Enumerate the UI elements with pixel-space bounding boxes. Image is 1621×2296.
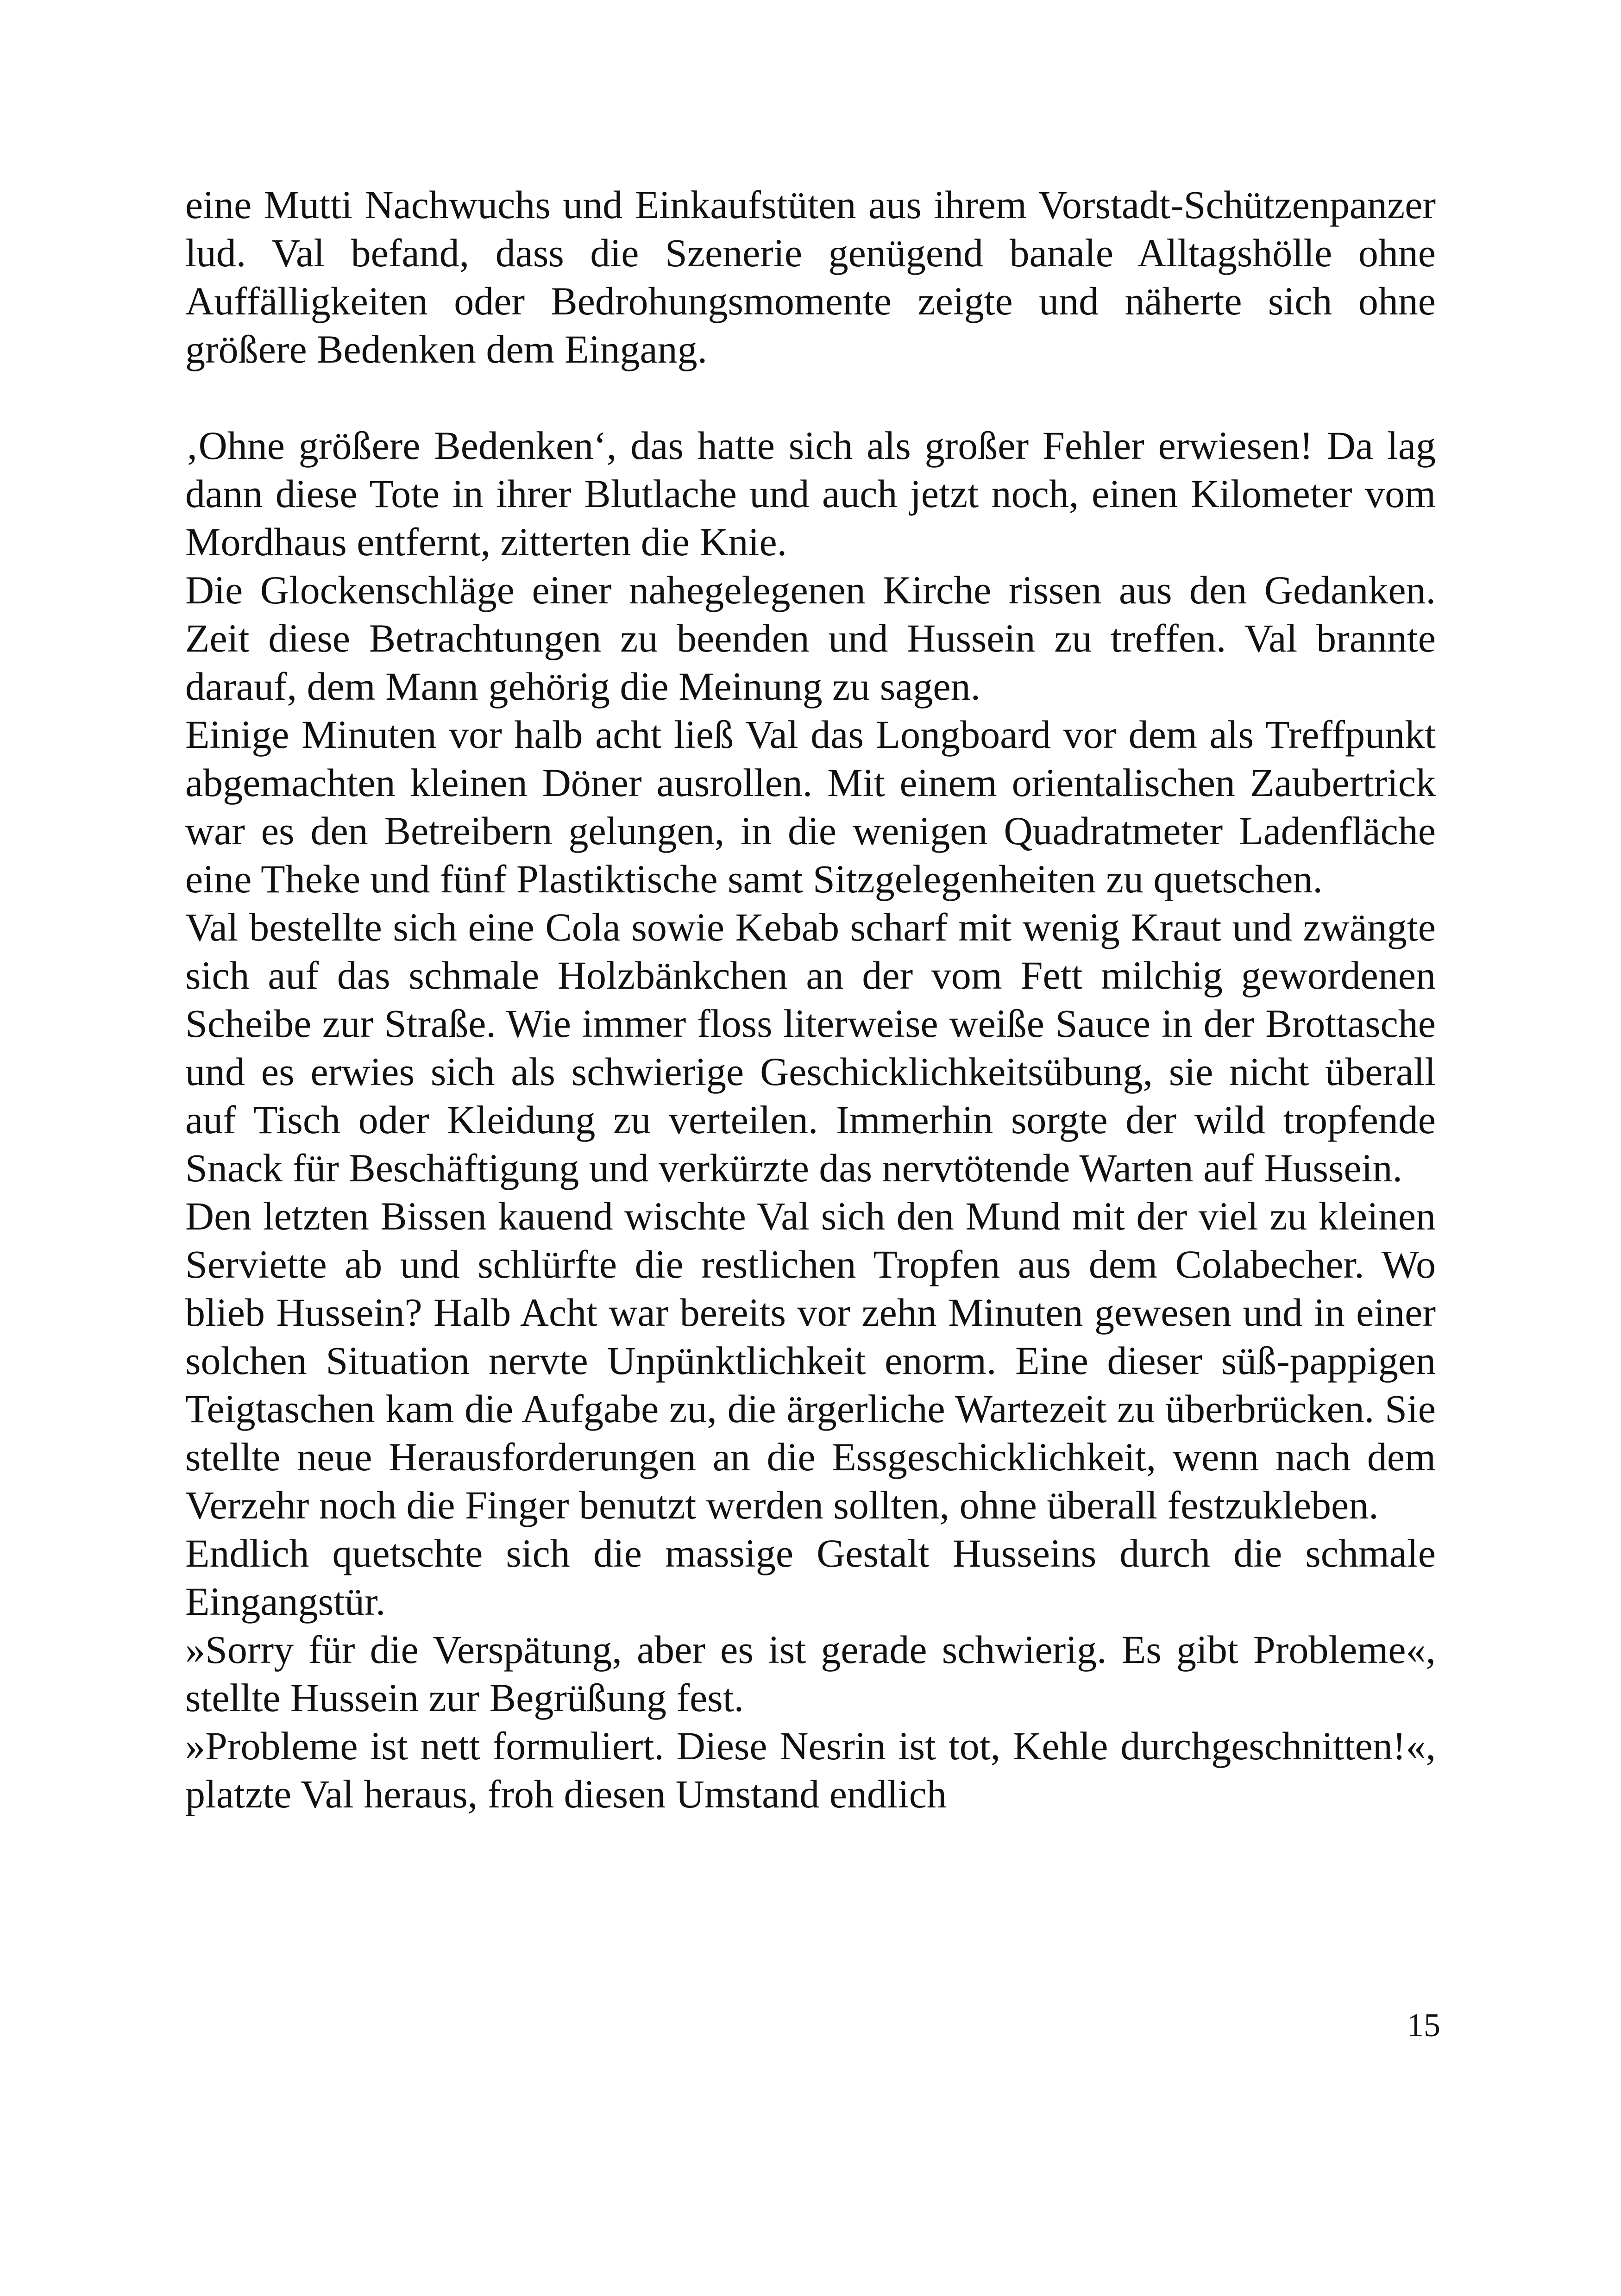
paragraph: Endlich quetschte sich die massige Gestalt Husseins durch die schmale Eingangstür. [185,1531,1436,1624]
body-text [185,181,1436,1818]
paragraph: Die Glockenschläge einer nahegelegenen Kirche rissen aus den Gedanken. Zeit diese Betrachtungen zu beenden und Hussein zu treffen. Val brannte darauf, dem Mann gehörig die Meinung zu sagen. [185,568,1436,709]
page-number: 15 [1407,2007,1440,2044]
paragraph: eine Mutti Nachwuchs und Einkaufstüten aus ihrem Vorstadt-Schützenpanzer lud. Val befand, dass die Szenerie genügend banale Alltagshölle ohne Auffälligkeiten oder Bedrohungsmomente zeigte und näherte sich ohne größere Bedenken dem Eingang. [185,182,1436,371]
paragraph: »Probleme ist nett formuliert. Diese Nesrin ist tot, Kehle durchgeschnitten!«, platzte Val heraus, froh diesen Umstand endlich [185,1724,1436,1816]
paragraph: Val bestellte sich eine Cola sowie Kebab scharf mit wenig Kraut und zwängte sich auf das schmale Holzbänkchen an der vom Fett milchig gewordenen Scheibe zur Straße. Wie immer floss literweise weiße Sauce in der Brottasche und es erwies sich als schwierige Geschicklichkeitsübung, sie nicht überall auf Tisch oder Kleidung zu verteilen. Immerhin sorgte der wild tropfende Snack für Beschäftigung und verkürzte das nervtötende Warten auf Hussein. [185,905,1436,1190]
paragraph: ‚Ohne größere Bedenken‘, das hatte sich als großer Fehler erwiesen! Da lag dann diese Tote in ihrer Blutlache und auch jetzt noch, einen Kilometer vom Mordhaus entfernt, zitterten die Knie. [185,423,1436,564]
paragraph: »Sorry für die Verspätung, aber es ist gerade schwierig. Es gibt Probleme«, stellte Hussein zur Begrüßung fest. [185,1627,1436,1720]
paragraph: Den letzten Bissen kauend wischte Val sich den Mund mit der viel zu kleinen Serviette ab und schlürfte die restlichen Tropfen aus dem Colabecher. Wo blieb Hussein? Halb Acht war bereits vor zehn Minuten gewesen und in einer solchen Situation nervte Unpünktlichkeit enorm. Eine dieser süß-pappigen Teigtaschen kam die Aufgabe zu, die ärgerliche Wartezeit zu überbrücken. Sie stellte neue Herausforderungen an die Essgeschicklichkeit, wenn nach dem Verzehr noch die Finger benutzt werden sollten, ohne überall festzukleben. [185,1194,1436,1527]
paragraph: Einige Minuten vor halb acht ließ Val das Longboard vor dem als Treffpunkt abgemachten kleinen Döner ausrollen. Mit einem orientalischen Zaubertrick war es den Betreibern gelungen, in die wenigen Quadratmeter Ladenfläche eine Theke und fünf Plastiktische samt Sitzgelegenheiten zu quetschen. [185,712,1436,901]
